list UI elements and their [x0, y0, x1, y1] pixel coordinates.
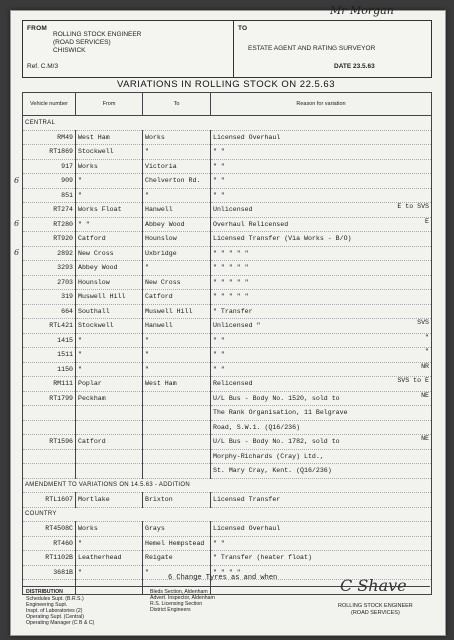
table-row: [23, 464, 432, 479]
cell-veh: RT1596: [23, 435, 76, 450]
cell-reason: [211, 246, 432, 261]
handwritten-addressee: Mr Morgan: [330, 4, 394, 17]
cell-veh: 664: [23, 304, 76, 319]
distribution-entry: Engineering Supt.: [26, 602, 68, 608]
memo-header: [22, 20, 432, 78]
cell-from: Southall: [76, 304, 143, 319]
table-header-row: [23, 93, 432, 116]
cell-veh: 2892: [23, 246, 76, 261]
cell-from: Mortlake: [76, 493, 143, 508]
table-row: [23, 275, 432, 290]
cell-veh: [23, 464, 76, 479]
cell-veh: RT460: [23, 536, 76, 551]
table-row: [23, 536, 432, 551]
distribution-entry: R.S. Licensing Section: [150, 601, 203, 607]
cell-veh: 1150: [23, 362, 76, 377]
section-label: AMENDMENT TO VARIATIONS ON 14.5.63 - ADDITION: [23, 478, 432, 493]
cell-to: West Ham: [143, 377, 211, 392]
col-reason: Reason for variation: [211, 93, 432, 116]
cell-to: Victoria: [143, 159, 211, 174]
cell-from: Peckham: [76, 391, 143, 406]
cell-veh: RT1102B: [23, 551, 76, 566]
reason-text: " ": [213, 336, 225, 344]
cell-reason: [211, 406, 432, 421]
reason-text: " Transfer (heater float): [213, 554, 312, 562]
cell-to: ": [143, 261, 211, 276]
reason-text: " ": [213, 177, 225, 185]
reason-text: The Rank Organisation, 11 Belgrave: [213, 409, 348, 417]
cell-to: [143, 391, 211, 406]
cell-veh: RTL421: [23, 319, 76, 334]
cell-veh: RTL1607: [23, 493, 76, 508]
cell-from: Works Float: [76, 203, 143, 218]
cell-veh: 851: [23, 188, 76, 203]
col-vehicle-number: Vehicle number: [23, 93, 76, 116]
memo-date: DATE 23.5.63: [334, 63, 375, 70]
reason-note: NE: [421, 391, 429, 399]
reason-text: " " " " ": [213, 264, 249, 272]
table-row: [23, 203, 432, 218]
table-row: [23, 391, 432, 406]
cell-to: Chelverton Rd.: [143, 174, 211, 189]
cell-reason: [211, 232, 432, 247]
distribution-entry: Schedules Supt. (B.R.S.): [26, 596, 84, 602]
to-line: ESTATE AGENT AND RATING SURVEYOR: [248, 45, 376, 52]
cell-from: West Ham: [76, 130, 143, 145]
cell-reason: [211, 261, 432, 276]
signature: C Shave: [340, 576, 407, 595]
table-row: [23, 145, 432, 160]
from-box: [23, 21, 234, 77]
cell-reason: [211, 130, 432, 145]
section-label: COUNTRY: [23, 507, 432, 522]
cell-to: Grays: [143, 522, 211, 537]
from-line-2: (ROAD SERVICES): [53, 39, 111, 46]
ref-number: Ref. C.M/3: [27, 63, 59, 70]
cell-reason: [211, 536, 432, 551]
cell-reason: [211, 188, 432, 203]
cell-from: Works: [76, 522, 143, 537]
cell-from: [76, 449, 143, 464]
cell-to: [143, 435, 211, 450]
cell-to: Hanwell: [143, 319, 211, 334]
cell-veh: RM111: [23, 377, 76, 392]
cell-veh: 3293: [23, 261, 76, 276]
cell-from: Catford: [76, 435, 143, 450]
distribution-entry: District Engineers: [150, 607, 191, 613]
cell-veh: RT1869: [23, 145, 76, 160]
cell-veh: [23, 449, 76, 464]
table-row: [23, 420, 432, 435]
distribution-label: DISTRIBUTION: [26, 589, 63, 595]
reason-text: St. Mary Cray, Kent. (Q16/236): [213, 467, 332, 475]
cell-to: [143, 420, 211, 435]
table-row: [23, 551, 432, 566]
table-row: [23, 159, 432, 174]
reason-text: " ": [213, 365, 225, 373]
reason-text: " " " " ": [213, 249, 249, 257]
cell-to: Hemel Hempstead: [143, 536, 211, 551]
distribution-col-1: [26, 596, 94, 626]
cell-from: Stockwell: [76, 319, 143, 334]
cell-from: ": [76, 188, 143, 203]
cell-veh: [23, 420, 76, 435]
cell-reason: [211, 449, 432, 464]
reason-text: " " " " ": [213, 278, 249, 286]
reason-text: " ": [213, 162, 225, 170]
cell-to: ": [143, 362, 211, 377]
distribution-entry: Operating Manager (C B & C): [26, 620, 95, 626]
cell-to: Works: [143, 130, 211, 145]
table-row: [23, 188, 432, 203]
table-row: [23, 232, 432, 247]
cell-reason: [211, 420, 432, 435]
cell-veh: RT280: [23, 217, 76, 232]
section-heading: [23, 507, 432, 522]
cell-to: Reigate: [143, 551, 211, 566]
cell-from: " ": [76, 217, 143, 232]
table-row: [23, 435, 432, 450]
margin-mark: 6: [14, 248, 20, 257]
from-line-3: CHISWICK: [53, 47, 86, 54]
reason-text: Licensed Overhaul: [213, 525, 281, 533]
table-row: [23, 522, 432, 537]
cell-to: [143, 464, 211, 479]
cell-veh: 319: [23, 290, 76, 305]
page-title: VARIATIONS IN ROLLING STOCK ON 22.5.63: [116, 79, 336, 90]
cell-to: ": [143, 348, 211, 363]
cell-reason: [211, 391, 432, 406]
signer-line-1: ROLLING STOCK ENGINEER: [338, 603, 413, 609]
cell-from: [76, 420, 143, 435]
cell-from: ": [76, 348, 143, 363]
table-row: [23, 377, 432, 392]
to-label: TO: [238, 25, 248, 32]
distribution-entry: Advert. Inspector, Aldenham: [150, 595, 215, 601]
cell-to: Abbey Wood: [143, 217, 211, 232]
cell-veh: [23, 406, 76, 421]
reason-text: Overhaul Relicensed: [213, 220, 289, 228]
cell-from: Leatherhead: [76, 551, 143, 566]
cell-from: [76, 406, 143, 421]
cell-reason: [211, 362, 432, 377]
signer-title: [338, 603, 413, 617]
table-row: [23, 348, 432, 363]
reason-text: Unlicensed: [213, 206, 253, 214]
cell-to: ": [143, 565, 211, 580]
cell-reason: [211, 275, 432, 290]
margin-mark: 6: [14, 219, 20, 228]
cell-reason: [211, 522, 432, 537]
variations-table: [22, 92, 432, 595]
cell-to: Brixton: [143, 493, 211, 508]
reason-note: SVS: [417, 319, 429, 326]
cell-veh: RM49: [23, 130, 76, 145]
section-heading: [23, 478, 432, 493]
cell-reason: [211, 551, 432, 566]
reason-note: NE: [421, 435, 429, 442]
cell-from: Stockwell: [76, 145, 143, 160]
cell-veh: 917: [23, 159, 76, 174]
cell-to: New Cross: [143, 275, 211, 290]
col-from: From: [76, 93, 143, 116]
cell-reason: [211, 348, 432, 363]
reason-note: SVS to E: [397, 377, 429, 384]
cell-from: Poplar: [76, 377, 143, 392]
cell-reason: [211, 493, 432, 508]
cell-from: Catford: [76, 232, 143, 247]
cell-from: Hounslow: [76, 275, 143, 290]
table-row: [23, 406, 432, 421]
cell-to: Hanwell: [143, 203, 211, 218]
cell-veh: 2703: [23, 275, 76, 290]
cell-reason: [211, 174, 432, 189]
table-row: [23, 217, 432, 232]
cell-from: Abbey Wood: [76, 261, 143, 276]
distribution-col-2: [150, 589, 215, 613]
distribution-entry: Operating Supt. (Central): [26, 614, 84, 620]
distribution-entry: Bleds Section, Aldenham: [150, 589, 208, 595]
table-row: [23, 319, 432, 334]
reason-text: " ": [213, 539, 225, 547]
cell-reason: [211, 377, 432, 392]
cell-reason: [211, 304, 432, 319]
table-row: [23, 304, 432, 319]
from-label: FROM: [27, 25, 47, 32]
cell-reason: [211, 319, 432, 334]
reason-note: E: [425, 217, 429, 225]
reason-text: " ": [213, 351, 225, 359]
cell-veh: 1415: [23, 333, 76, 348]
reason-text: " ": [213, 148, 225, 156]
cell-from: Works: [76, 159, 143, 174]
reason-note: E to SVS: [397, 203, 429, 210]
distribution-entry: Inspt. of Laboratories (2): [26, 608, 83, 614]
cell-to: Catford: [143, 290, 211, 305]
table-row: [23, 174, 432, 189]
margin-mark: 6: [14, 175, 20, 185]
cell-to: ": [143, 145, 211, 160]
cell-from: ": [76, 536, 143, 551]
cell-reason: [211, 145, 432, 160]
reason-text: Licensed Transfer (Via Works - B/O): [213, 235, 352, 243]
cell-reason: [211, 217, 432, 232]
cell-from: ": [76, 362, 143, 377]
cell-from: Muswell Hill: [76, 290, 143, 305]
cell-veh: RT1799: [23, 391, 76, 406]
cell-reason: [211, 159, 432, 174]
table-row: [23, 246, 432, 261]
reason-text: " " " ": [213, 568, 241, 576]
table-row: [23, 362, 432, 377]
reason-text: U/L Bus - Body No. 1782, sold to: [213, 438, 340, 446]
table-row: [23, 493, 432, 508]
reason-text: Relicensed: [213, 380, 253, 388]
cell-from: ": [76, 565, 143, 580]
table-row: [23, 290, 432, 305]
to-box: [234, 21, 431, 77]
reason-text: Licensed Overhaul: [213, 133, 281, 141]
section-heading: [23, 116, 432, 131]
cell-to: Uxbridge: [143, 246, 211, 261]
reason-text: U/L Bus - Body No. 1520, sold to: [213, 394, 340, 402]
reason-note: NR: [421, 362, 429, 370]
cell-reason: [211, 333, 432, 348]
table-row: [23, 333, 432, 348]
cell-reason: [211, 290, 432, 305]
from-line-1: ROLLING STOCK ENGINEER: [53, 31, 142, 38]
reason-note: ": [425, 348, 429, 355]
cell-reason: [211, 435, 432, 450]
col-to: To: [143, 93, 211, 116]
cell-from: ": [76, 333, 143, 348]
cell-to: ": [143, 188, 211, 203]
cell-to: Hounslow: [143, 232, 211, 247]
cell-reason: [211, 464, 432, 479]
cell-veh: 909: [23, 174, 76, 189]
cell-veh: 3681B: [23, 565, 76, 580]
reason-text: " " " " ": [213, 293, 249, 301]
reason-note: ": [425, 333, 429, 341]
cell-to: [143, 406, 211, 421]
section-label: CENTRAL: [23, 116, 432, 131]
reason-text: " ": [213, 191, 225, 199]
cell-from: [76, 464, 143, 479]
cell-from: ": [76, 174, 143, 189]
table-row: [23, 449, 432, 464]
cell-veh: 1511: [23, 348, 76, 363]
reason-text: Licensed Transfer: [213, 496, 281, 504]
reason-text: Unlicensed ": [213, 322, 261, 330]
cell-veh: RT4508C: [23, 522, 76, 537]
cell-to: Muswell Hill: [143, 304, 211, 319]
reason-text: Morphy-Richards (Cray) Ltd.,: [213, 452, 324, 460]
cell-from: New Cross: [76, 246, 143, 261]
cell-to: ": [143, 333, 211, 348]
reason-text: " Transfer: [213, 307, 253, 315]
footnote: 6 Change Tyres as and when: [168, 574, 278, 582]
cell-veh: RT920: [23, 232, 76, 247]
table-row: [23, 261, 432, 276]
signer-line-2: (ROAD SERVICES): [350, 610, 400, 616]
table-row: [23, 130, 432, 145]
cell-to: [143, 449, 211, 464]
cell-veh: RT274: [23, 203, 76, 218]
reason-text: Road, S.W.1. (Q16/236): [213, 423, 301, 431]
cell-reason: [211, 203, 432, 218]
